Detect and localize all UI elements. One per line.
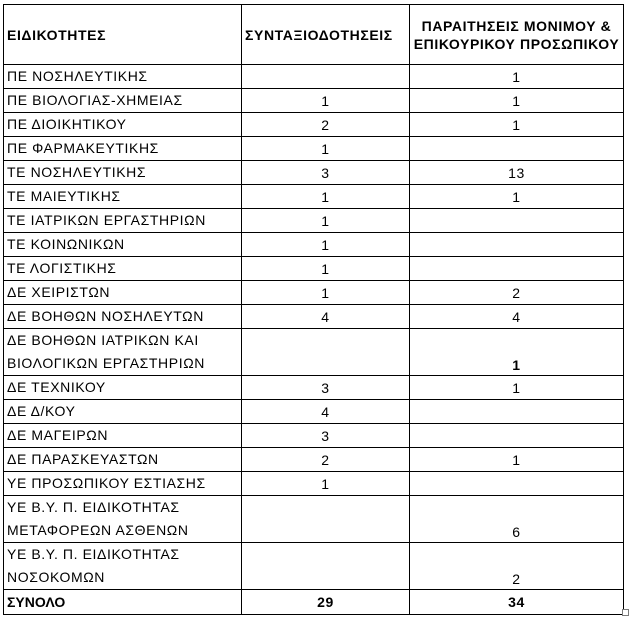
table-row <box>4 305 624 329</box>
row-retirements <box>242 496 410 543</box>
row-resignations: 2 <box>410 281 624 305</box>
table-row <box>4 65 624 89</box>
row-resignations: 1 <box>410 329 624 376</box>
table-row <box>4 424 624 448</box>
row-specialty: ΔΕ ΠΑΡΑΣΚΕΥΑΣΤΩΝ <box>4 448 242 472</box>
row-specialty-line1: ΥΕ Β.Υ. Π. ΕΙΔΙΚΟΤΗΤΑΣ <box>7 499 180 515</box>
row-resignations: 13 <box>410 161 624 185</box>
row-retirements <box>242 65 410 89</box>
table-row <box>4 113 624 137</box>
row-retirements: 1 <box>242 257 410 281</box>
row-retirements: 1 <box>242 137 410 161</box>
row-specialty <box>4 329 242 376</box>
row-resignations: 4 <box>410 305 624 329</box>
row-specialty: ΤΕ ΝΟΣΗΛΕΥΤΙΚΗΣ <box>4 161 242 185</box>
table-row <box>4 161 624 185</box>
row-specialty-line2: ΝΟΣΟΚΟΜΩΝ <box>7 569 105 585</box>
row-resignations: 1 <box>410 376 624 400</box>
row-specialty-line1: ΥΕ Β.Υ. Π. ΕΙΔΙΚΟΤΗΤΑΣ <box>7 546 180 562</box>
row-resignations: 1 <box>410 65 624 89</box>
row-retirements: 2 <box>242 448 410 472</box>
row-specialty <box>4 496 242 543</box>
row-specialty: ΠΕ ΦΑΡΜΑΚΕΥΤΙΚΗΣ <box>4 137 242 161</box>
row-retirements: 1 <box>242 472 410 496</box>
row-specialty <box>4 543 242 590</box>
table-resize-handle[interactable] <box>622 609 629 616</box>
row-specialty: ΔΕ ΧΕΙΡΙΣΤΩΝ <box>4 281 242 305</box>
row-resignations <box>410 233 624 257</box>
row-specialty: ΥΕ ΠΡΟΣΩΠΙΚΟΥ ΕΣΤΙΑΣΗΣ <box>4 472 242 496</box>
row-retirements: 4 <box>242 305 410 329</box>
table-row <box>4 233 624 257</box>
row-retirements: 1 <box>242 233 410 257</box>
row-retirements: 2 <box>242 113 410 137</box>
row-specialty: ΠΕ ΒΙΟΛΟΓΙΑΣ-ΧΗΜΕΙΑΣ <box>4 89 242 113</box>
row-specialty: ΔΕ ΤΕΧΝΙΚΟΥ <box>4 376 242 400</box>
header-row <box>4 5 624 65</box>
row-resignations: 2 <box>410 543 624 590</box>
row-retirements: 4 <box>242 400 410 424</box>
table-row <box>4 496 624 543</box>
table-row <box>4 281 624 305</box>
row-specialty: ΔΕ ΒΟΗΘΩΝ ΝΟΣΗΛΕΥΤΩΝ <box>4 305 242 329</box>
table-row <box>4 257 624 281</box>
row-resignations <box>410 424 624 448</box>
row-retirements <box>242 543 410 590</box>
row-resignations <box>410 137 624 161</box>
header-resignations-line2: ΕΠΙΚΟΥΡΙΚΟΥ ΠΡΟΣΩΠΙΚΟΥ <box>413 35 620 52</box>
row-retirements: 1 <box>242 89 410 113</box>
row-specialty-line2: ΜΕΤΑΦΟΡΕΩΝ ΑΣΘΕΝΩΝ <box>7 522 189 538</box>
table-row <box>4 137 624 161</box>
total-label: ΣΥΝΟΛΟ <box>4 590 242 615</box>
row-specialty-line2: ΒΙΟΛΟΓΙΚΩΝ ΕΡΓΑΣΤΗΡΙΩΝ <box>7 355 205 371</box>
staff-table <box>3 4 624 615</box>
row-resignations: 1 <box>410 448 624 472</box>
table-row <box>4 448 624 472</box>
total-row <box>4 590 624 615</box>
row-retirements: 1 <box>242 185 410 209</box>
row-resignations: 1 <box>410 113 624 137</box>
total-resignations: 34 <box>410 590 624 615</box>
table-row <box>4 89 624 113</box>
row-specialty: ΠΕ ΝΟΣΗΛΕΥΤΙΚΗΣ <box>4 65 242 89</box>
row-retirements <box>242 329 410 376</box>
row-resignations: 1 <box>410 89 624 113</box>
header-resignations-line1: ΠΑΡΑΙΤΗΣΕΙΣ ΜΟΝΙΜΟΥ & <box>421 17 612 34</box>
row-retirements: 3 <box>242 424 410 448</box>
header-resignations <box>410 5 624 65</box>
row-specialty: ΠΕ ΔΙΟΙΚΗΤΙΚΟΥ <box>4 113 242 137</box>
row-specialty: ΤΕ ΜΑΙΕΥΤΙΚΗΣ <box>4 185 242 209</box>
row-retirements: 1 <box>242 281 410 305</box>
row-specialty: ΤΕ ΛΟΓΙΣΤΙΚΗΣ <box>4 257 242 281</box>
table-row <box>4 400 624 424</box>
row-specialty: ΔΕ ΜΑΓΕΙΡΩΝ <box>4 424 242 448</box>
row-specialty: ΤΕ ΙΑΤΡΙΚΩΝ ΕΡΓΑΣΤΗΡΙΩΝ <box>4 209 242 233</box>
row-retirements: 3 <box>242 376 410 400</box>
row-resignations: 1 <box>410 185 624 209</box>
table-row <box>4 329 624 376</box>
row-specialty: ΤΕ ΚΟΙΝΩΝΙΚΩΝ <box>4 233 242 257</box>
row-specialty: ΔΕ Δ/ΚΟΥ <box>4 400 242 424</box>
table-row <box>4 376 624 400</box>
row-resignations <box>410 257 624 281</box>
row-specialty-line1: ΔΕ ΒΟΗΘΩΝ ΙΑΤΡΙΚΩΝ ΚΑΙ <box>7 332 199 348</box>
row-resignations <box>410 472 624 496</box>
row-resignations <box>410 400 624 424</box>
table-row <box>4 209 624 233</box>
row-retirements: 3 <box>242 161 410 185</box>
table-row <box>4 543 624 590</box>
table-row <box>4 185 624 209</box>
row-resignations: 6 <box>410 496 624 543</box>
row-resignations <box>410 209 624 233</box>
header-specialties: ΕΙΔΙΚΟΤΗΤΕΣ <box>4 5 242 65</box>
header-retirements: ΣΥΝΤΑΞΙΟΔΟΤΗΣΕΙΣ <box>242 5 410 65</box>
row-retirements: 1 <box>242 209 410 233</box>
total-retirements: 29 <box>242 590 410 615</box>
table-row <box>4 472 624 496</box>
